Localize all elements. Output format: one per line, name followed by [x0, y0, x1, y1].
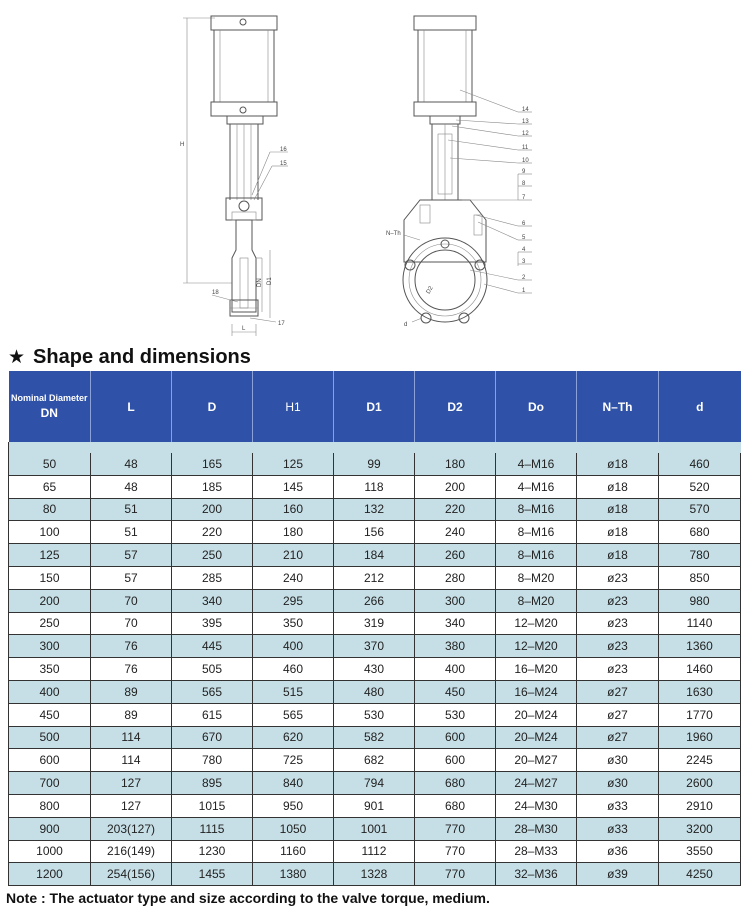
table-cell: 950 [253, 794, 334, 817]
table-cell: 400 [415, 658, 496, 681]
table-cell: 340 [415, 612, 496, 635]
table-cell: 430 [334, 658, 415, 681]
table-cell: 32–M36 [496, 863, 577, 886]
table-cell: 20–M27 [496, 749, 577, 772]
table-cell: ø33 [577, 817, 659, 840]
table-cell: 680 [415, 794, 496, 817]
table-cell: ø27 [577, 726, 659, 749]
star-icon: ★ [8, 346, 26, 368]
table-cell: 50 [9, 453, 91, 475]
table-cell: 1000 [9, 840, 91, 863]
table-cell: 165 [172, 453, 253, 475]
table-row [9, 680, 741, 703]
table-cell: 89 [91, 703, 172, 726]
header-nominal-diameter [9, 371, 91, 442]
table-cell: 4–M16 [496, 475, 577, 498]
table-cell: ø23 [577, 612, 659, 635]
section-heading [8, 344, 251, 370]
table-cell: 1230 [172, 840, 253, 863]
dim-l-label: L [242, 326, 246, 332]
table-row [9, 863, 741, 886]
table-cell: 76 [91, 658, 172, 681]
table-cell: 145 [253, 475, 334, 498]
table-cell: 12–M20 [496, 635, 577, 658]
table-row [9, 703, 741, 726]
table-cell: 156 [334, 521, 415, 544]
table-row [9, 817, 741, 840]
table-cell: 24–M30 [496, 794, 577, 817]
table-cell: 240 [415, 521, 496, 544]
table-cell: 725 [253, 749, 334, 772]
table-cell: 28–M33 [496, 840, 577, 863]
callout-14: 14 [522, 107, 529, 113]
table-cell: 8–M16 [496, 521, 577, 544]
table-cell: 1115 [172, 817, 253, 840]
callout-n-th: N–Th [386, 231, 401, 237]
table-cell: 1960 [659, 726, 741, 749]
callout-10: 10 [522, 158, 529, 164]
table-cell: 515 [253, 680, 334, 703]
table-cell: ø27 [577, 703, 659, 726]
table-row [9, 749, 741, 772]
section-title: Shape and dimensions [33, 345, 251, 368]
table-cell: 200 [9, 589, 91, 612]
table-cell: 200 [172, 498, 253, 521]
table-cell: 582 [334, 726, 415, 749]
table-cell: 682 [334, 749, 415, 772]
callout-3: 3 [522, 259, 526, 265]
table-cell: 980 [659, 589, 741, 612]
table-row [9, 840, 741, 863]
table-row [9, 521, 741, 544]
dim-d2-label: D2 [425, 285, 435, 296]
table-cell: ø23 [577, 589, 659, 612]
table-cell: 670 [172, 726, 253, 749]
callout-4: 4 [522, 247, 526, 253]
table-cell: 850 [659, 566, 741, 589]
table-cell: 840 [253, 772, 334, 795]
table-cell: 1200 [9, 863, 91, 886]
table-cell: 520 [659, 475, 741, 498]
table-cell: 250 [9, 612, 91, 635]
callout-12: 12 [522, 131, 529, 137]
table-row [9, 453, 741, 475]
table-cell: 680 [659, 521, 741, 544]
table-cell: 530 [415, 703, 496, 726]
callout-13: 13 [522, 119, 529, 125]
table-row [9, 794, 741, 817]
table-cell: 240 [253, 566, 334, 589]
table-cell: 300 [415, 589, 496, 612]
callout-18: 18 [212, 290, 219, 296]
table-cell: 254(156) [91, 863, 172, 886]
header-d1: D1 [334, 371, 415, 442]
table-cell: 1770 [659, 703, 741, 726]
table-cell: 12–M20 [496, 612, 577, 635]
table-cell: 180 [253, 521, 334, 544]
table-cell: 395 [172, 612, 253, 635]
front-view [180, 16, 288, 336]
table-cell: 794 [334, 772, 415, 795]
header-nominal-bottom: DN [40, 406, 58, 420]
table-cell: 8–M20 [496, 589, 577, 612]
table-row [9, 475, 741, 498]
callout-17: 17 [278, 321, 285, 327]
table-cell: 57 [91, 544, 172, 567]
table-cell: 780 [659, 544, 741, 567]
table-cell: 615 [172, 703, 253, 726]
dim-d-label: d [404, 322, 408, 328]
table-cell: 600 [9, 749, 91, 772]
table-cell: 200 [415, 475, 496, 498]
table-cell: 600 [415, 749, 496, 772]
table-cell: 51 [91, 521, 172, 544]
callout-7: 7 [522, 195, 526, 201]
table-cell: 125 [253, 453, 334, 475]
table-cell: 114 [91, 749, 172, 772]
table-cell: 24–M27 [496, 772, 577, 795]
table-cell: 260 [415, 544, 496, 567]
table-cell: 180 [415, 453, 496, 475]
table-cell: 570 [659, 498, 741, 521]
table-cell: 57 [91, 566, 172, 589]
table-cell: 4250 [659, 863, 741, 886]
table-cell: 350 [9, 658, 91, 681]
table-cell: 100 [9, 521, 91, 544]
table-cell: 460 [253, 658, 334, 681]
table-cell: 280 [415, 566, 496, 589]
table-cell: ø27 [577, 680, 659, 703]
table-cell: 127 [91, 794, 172, 817]
table-body [9, 442, 741, 886]
table-cell: 400 [9, 680, 91, 703]
table-cell: 1460 [659, 658, 741, 681]
table-cell: 114 [91, 726, 172, 749]
callout-9: 9 [522, 169, 526, 175]
table-cell: 48 [91, 475, 172, 498]
table-cell: 4–M16 [496, 453, 577, 475]
table-cell: 450 [415, 680, 496, 703]
table-cell: 216(149) [91, 840, 172, 863]
table-cell: 20–M24 [496, 703, 577, 726]
table-cell: 895 [172, 772, 253, 795]
table-cell: 80 [9, 498, 91, 521]
table-cell: 51 [91, 498, 172, 521]
table-cell: 1001 [334, 817, 415, 840]
table-row [9, 726, 741, 749]
table-cell: 220 [172, 521, 253, 544]
table-cell: 1380 [253, 863, 334, 886]
table-cell: 300 [9, 635, 91, 658]
table-cell: 210 [253, 544, 334, 567]
table-cell: 900 [9, 817, 91, 840]
table-cell: ø30 [577, 749, 659, 772]
table-cell: 370 [334, 635, 415, 658]
table-cell: 160 [253, 498, 334, 521]
table-cell: 48 [91, 453, 172, 475]
table-cell: 445 [172, 635, 253, 658]
table-row [9, 498, 741, 521]
table-cell: 700 [9, 772, 91, 795]
table-cell: 600 [415, 726, 496, 749]
table-cell: 250 [172, 544, 253, 567]
table-cell: ø18 [577, 453, 659, 475]
table-cell: 800 [9, 794, 91, 817]
table-cell: 770 [415, 840, 496, 863]
table-cell: ø23 [577, 658, 659, 681]
table-cell: 770 [415, 817, 496, 840]
table-cell: 319 [334, 612, 415, 635]
table-cell: 901 [334, 794, 415, 817]
table-row [9, 635, 741, 658]
header-d: D [172, 371, 253, 442]
table-cell: 1455 [172, 863, 253, 886]
table-row [9, 772, 741, 795]
table-cell: 8–M16 [496, 544, 577, 567]
callout-16: 16 [280, 147, 287, 153]
table-cell: 770 [415, 863, 496, 886]
header-n-th: N–Th [577, 371, 659, 442]
table-cell: 185 [172, 475, 253, 498]
table-cell: ø39 [577, 863, 659, 886]
dimensions-table-container [8, 371, 740, 886]
valve-drawing-svg [0, 0, 750, 340]
table-cell: 1160 [253, 840, 334, 863]
table-cell: 203(127) [91, 817, 172, 840]
table-cell: 8–M20 [496, 566, 577, 589]
header-h1: H1 [253, 371, 334, 442]
table-cell: 65 [9, 475, 91, 498]
table-cell: 266 [334, 589, 415, 612]
valve-technical-drawing [0, 0, 750, 340]
table-cell: 16–M20 [496, 658, 577, 681]
table-cell: 89 [91, 680, 172, 703]
table-cell: 16–M24 [496, 680, 577, 703]
table-cell: 1050 [253, 817, 334, 840]
table-cell: 400 [253, 635, 334, 658]
table-cell: 70 [91, 612, 172, 635]
callout-15: 15 [280, 161, 287, 167]
footer-note: Note : The actuator type and size according to the valve torque, medium. [6, 890, 490, 906]
table-cell: 450 [9, 703, 91, 726]
table-cell: 3550 [659, 840, 741, 863]
dim-h-label: H [180, 142, 185, 148]
dim-d1-label: D1 [267, 277, 273, 285]
callout-1: 1 [522, 288, 526, 294]
table-row [9, 612, 741, 635]
table-cell: 76 [91, 635, 172, 658]
table-cell: 20–M24 [496, 726, 577, 749]
callout-11: 11 [522, 145, 529, 151]
table-cell: 285 [172, 566, 253, 589]
header-nominal-top: Nominal Diameter [10, 393, 88, 403]
table-cell: 132 [334, 498, 415, 521]
callout-8: 8 [522, 181, 526, 187]
header-d2: D2 [415, 371, 496, 442]
table-row [9, 544, 741, 567]
table-spacer-row [9, 442, 741, 453]
table-cell: ø23 [577, 635, 659, 658]
table-cell: ø18 [577, 521, 659, 544]
table-cell: 780 [172, 749, 253, 772]
table-cell: 530 [334, 703, 415, 726]
table-cell: 500 [9, 726, 91, 749]
table-cell: 184 [334, 544, 415, 567]
table-cell: 295 [253, 589, 334, 612]
table-cell: 1140 [659, 612, 741, 635]
table-cell: 380 [415, 635, 496, 658]
table-cell: 150 [9, 566, 91, 589]
dimensions-table [8, 371, 741, 886]
table-cell: 28–M30 [496, 817, 577, 840]
table-cell: ø36 [577, 840, 659, 863]
table-cell: 620 [253, 726, 334, 749]
table-cell: 565 [253, 703, 334, 726]
callout-5: 5 [522, 235, 526, 241]
side-view [386, 16, 532, 328]
table-cell: 1112 [334, 840, 415, 863]
table-cell: ø18 [577, 498, 659, 521]
dim-dn-label: DN [257, 278, 263, 287]
table-cell: 2910 [659, 794, 741, 817]
table-cell: 1015 [172, 794, 253, 817]
table-cell: 125 [9, 544, 91, 567]
table-cell: 212 [334, 566, 415, 589]
table-cell: ø33 [577, 794, 659, 817]
table-cell: 8–M16 [496, 498, 577, 521]
table-cell: 480 [334, 680, 415, 703]
table-cell: 460 [659, 453, 741, 475]
table-row [9, 658, 741, 681]
table-row [9, 566, 741, 589]
table-row [9, 589, 741, 612]
table-cell: 220 [415, 498, 496, 521]
header-small-d: d [659, 371, 741, 442]
callout-6: 6 [522, 221, 526, 227]
table-cell: 350 [253, 612, 334, 635]
table-cell: 99 [334, 453, 415, 475]
table-cell: 118 [334, 475, 415, 498]
table-cell: 127 [91, 772, 172, 795]
table-cell: ø18 [577, 475, 659, 498]
callout-2: 2 [522, 275, 526, 281]
table-cell: ø30 [577, 772, 659, 795]
table-cell: 70 [91, 589, 172, 612]
table-cell: 340 [172, 589, 253, 612]
header-do: Do [496, 371, 577, 442]
table-cell: 1630 [659, 680, 741, 703]
table-cell: 3200 [659, 817, 741, 840]
table-cell: 1360 [659, 635, 741, 658]
table-cell: 1328 [334, 863, 415, 886]
table-cell: 2245 [659, 749, 741, 772]
header-l: L [91, 371, 172, 442]
table-cell: ø18 [577, 544, 659, 567]
table-cell: 505 [172, 658, 253, 681]
table-cell: 2600 [659, 772, 741, 795]
table-header-row [9, 371, 741, 442]
table-cell: 680 [415, 772, 496, 795]
table-cell: ø23 [577, 566, 659, 589]
table-cell: 565 [172, 680, 253, 703]
